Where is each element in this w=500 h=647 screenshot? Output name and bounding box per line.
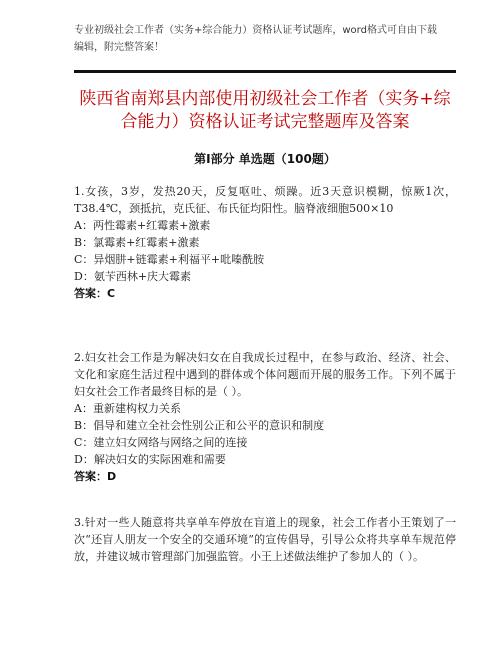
answer: 答案：C [74, 287, 116, 300]
option-b: B：氯霉素+红霉素+激素 [74, 236, 200, 249]
option-d: D：解决妇女的实际困难和需要 [74, 453, 226, 466]
question-stem: 1.女孩，3岁，发热20天，反复呕吐、烦躁。近3天意识模糊，惊厥1次，T38.4℃，颈抵抗，克氏征、布氏征均阳性。脑脊液细胞500×10 [74, 185, 456, 215]
question-stem: 2.妇女社会工作是为解决妇女在自我成长过程中，在参与政治、经济、社会、文化和家庭生活过程中遇到的群体或个体问题而开展的服务工作。下列不属于妇女社会工作者最终目标的是（ ）。 [74, 351, 456, 398]
question-3 [74, 514, 456, 565]
option-a: A：两性霉素+红霉素+激素 [74, 219, 211, 232]
header-divider [74, 70, 456, 73]
header-note: 专业初级社会工作者（实务+综合能力）资格认证考试题库，word格式可自由下载编辑，附完整答案！ [74, 25, 437, 53]
question-stem: 3.针对一些人随意将共享单车停放在盲道上的现象，社会工作者小王策划了一次“还盲人朋友一个安全的交通环境”的宣传倡导，引导公众将共享单车规范停放，并建议城市管理部门加强监管。小王上述做法维护了参加人的（ ）。 [74, 516, 456, 563]
answer: 答案：D [74, 470, 117, 483]
option-c: C：建立妇女网络与网络之间的连接 [74, 436, 248, 449]
question-2 [74, 349, 456, 485]
document-title: 陕西省南郑县内部使用初级社会工作者（实务+综合能力）资格认证考试完整题库及答案 [79, 89, 451, 132]
option-d: D：氨苄西林+庆大霉素 [74, 270, 192, 283]
section-heading: 第Ⅰ部分 单选题（100题） [194, 152, 336, 166]
option-c: C：异烟肼+链霉素+利福平+吡嗪酰胺 [74, 253, 265, 266]
question-1 [74, 183, 456, 302]
option-a: A：重新建构权力关系 [74, 402, 181, 415]
option-b: B：倡导和建立全社会性别公正和公平的意识和制度 [74, 419, 325, 432]
